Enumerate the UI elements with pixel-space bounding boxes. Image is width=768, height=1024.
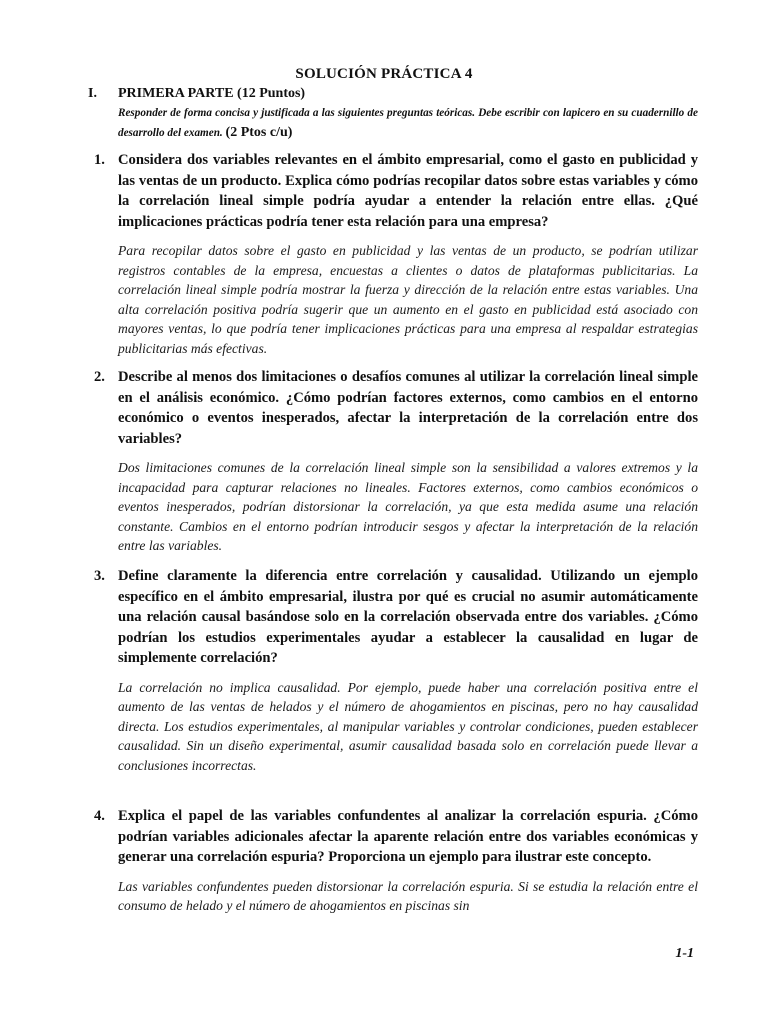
question-number: 1. bbox=[94, 152, 105, 168]
document-title: SOLUCIÓN PRÁCTICA 4 bbox=[295, 66, 473, 82]
section-title: PRIMERA PARTE (12 Puntos) bbox=[118, 86, 306, 101]
answer-text: Dos limitaciones comunes de la correlación lineal simple son la sensibilidad a valores extremos y la incapacidad para capturar relaciones no lineales. Factores externos, como cambios económicos o eventos inesperados, podrían distorsionar la correlación, ya que esta medida asume una relación constante. Cambios en el entorno podrían introducir sesgos y afectar la interpretación de la relación entre las variables. bbox=[118, 460, 698, 554]
question-text: Define claramente la diferencia entre correlación y causalidad. Utilizando un ejemplo específico en el ámbito empresarial, ilustra por qué es crucial no asumir automáticamente una relación causal basándose solo en la correlación observada entre dos variables. ¿Cómo podrían los estudios experimentales ayudar a establecer la causalidad en lugar de simplemente correlación? bbox=[118, 568, 698, 666]
page-number: 1-1 bbox=[675, 946, 694, 961]
answer-text: Para recopilar datos sobre el gasto en publicidad y las ventas de un producto, se podrían utilizar registros contables de la empresa, encuestas a clientes o datos de plataformas publicitarias. La correlación lineal simple podría mostrar la fuerza y dirección de la relación entre estas variables. Una alta correlación positiva podría sugerir que un aumento en el gasto en publicidad está asociado con mayores ventas, lo que podría tener implicaciones prácticas para una empresa al respaldar estrategias publicitarias más efectivas. bbox=[118, 243, 698, 356]
section-numeral: I. bbox=[88, 86, 97, 101]
question-3 bbox=[88, 566, 698, 775]
question-text: Describe al menos dos limitaciones o desafíos comunes al utilizar la correlación lineal simple en el análisis económico. ¿Cómo podrían factores externos, como cambios en el entorno económico o eventos inesperados, afectar la interpretación de la correlación entre dos variables? bbox=[118, 369, 698, 447]
question-number: 3. bbox=[94, 568, 105, 584]
question-heading bbox=[88, 150, 698, 232]
question-heading bbox=[88, 367, 698, 449]
question-1 bbox=[88, 150, 698, 359]
section-instructions bbox=[118, 103, 698, 143]
question-heading bbox=[88, 566, 698, 669]
question-4 bbox=[88, 806, 698, 916]
points-note: (2 Ptos c/u) bbox=[225, 125, 293, 140]
answer-text: Las variables confundentes pueden distorsionar la correlación espuria. Si se estudia la relación entre el consumo de helado y el número de ahogamientos en piscinas sin bbox=[118, 878, 698, 914]
question-text: Considera dos variables relevantes en el ámbito empresarial, como el gasto en publicidad y las ventas de un producto. Explica cómo podrías recopilar datos sobre estas variables y cómo la correlación lineal simple podría ayudar a entender la relación entre ellas. ¿Qué implicaciones prácticas podría tener esta relación para una empresa? bbox=[118, 152, 698, 230]
question-text: Explica el papel de las variables confundentes al analizar la correlación espuria. ¿Cómo podrían variables adicionales afectar la aparente relación entre dos variables económicas y generar una correlación espuria? Proporciona un ejemplo para ilustrar este concepto. bbox=[118, 808, 698, 865]
question-heading bbox=[88, 806, 698, 868]
instructions-text: Responder de forma concisa y justificada a las siguientes preguntas teóricas. Debe escribir con lapicero en su cuadernillo de desarrollo del examen. bbox=[118, 107, 698, 139]
answer-text: La correlación no implica causalidad. Por ejemplo, puede haber una correlación positiva entre el aumento de las ventas de helados y el número de ahogamientos en piscinas, pero no hay causalidad directa. Los estudios experimentales, al manipular variables y controlar condiciones, pueden establecer causalidad. Sin un diseño experimental, asumir causalidad basada solo en correlación puede llevar a conclusiones incorrectas. bbox=[118, 679, 698, 773]
question-number: 4. bbox=[94, 808, 105, 824]
question-number: 2. bbox=[94, 369, 105, 385]
question-2 bbox=[88, 367, 698, 556]
